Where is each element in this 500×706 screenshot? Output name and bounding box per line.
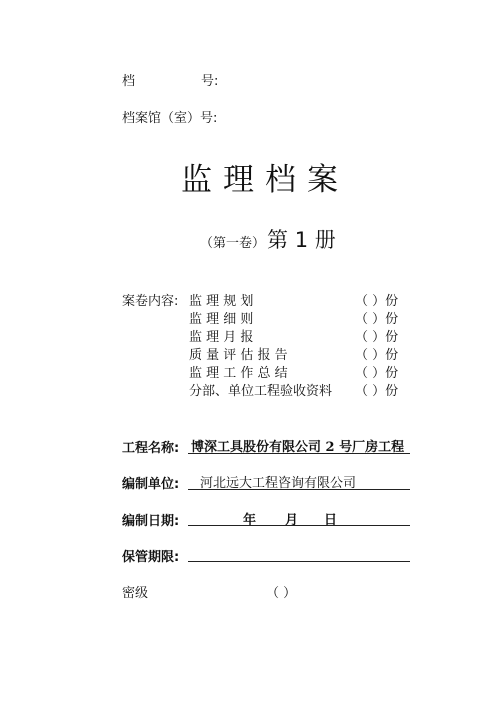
contents-item-count: （ ）份 [355, 366, 399, 381]
contents-item-name: 分部、单位工程验收资料 [189, 384, 333, 399]
volume-line [200, 224, 336, 254]
compile-unit-value: 河北远大工程咨询有限公司 [200, 476, 357, 491]
project-name-value: 博深工具股份有限公司 2 号厂房工程 [191, 440, 405, 455]
contents-item-name: 监 理 工 作 总 结 [189, 366, 288, 381]
contents-item-count: （ ）份 [355, 294, 399, 309]
file-number-label-char: 档 [122, 74, 136, 89]
contents-item-name: 质 量 评 估 报 告 [189, 348, 288, 363]
compile-date-day: 日 [324, 513, 338, 528]
compile-date-month: 月 [285, 513, 299, 528]
compile-date-year: 年 [243, 513, 257, 528]
project-name-underline [188, 453, 410, 454]
contents-item-count: （ ）份 [355, 348, 399, 363]
contents-item-count: （ ）份 [355, 330, 399, 345]
project-name-label: 工程名称: [122, 441, 180, 456]
compile-unit-underline [188, 489, 410, 490]
file-number-label-suffix: 号: [201, 74, 219, 89]
secret-level-value: （ ） [266, 586, 297, 601]
page-title: 监理档案 [181, 162, 349, 198]
contents-item-name: 监 理 细 则 [189, 312, 254, 327]
contents-item-name: 监 理 月 报 [189, 330, 254, 345]
contents-label: 案卷内容: [122, 294, 179, 309]
volume-book: 第 1 册 [267, 228, 336, 252]
retention-period-underline [188, 561, 410, 562]
volume-prefix: （第一卷） [200, 236, 266, 251]
contents-item-count: （ ）份 [355, 312, 399, 327]
compile-date-underline [188, 525, 410, 526]
contents-item-count: （ ）份 [355, 384, 399, 399]
secret-level-label: 密级 [122, 586, 149, 601]
retention-period-label: 保管期限: [122, 550, 180, 565]
contents-item-name: 监 理 规 划 [189, 294, 254, 309]
compile-date-label: 编制日期: [122, 514, 180, 529]
archive-number-label: 档案馆（室）号: [122, 111, 218, 126]
compile-unit-label: 编制单位: [122, 477, 180, 492]
